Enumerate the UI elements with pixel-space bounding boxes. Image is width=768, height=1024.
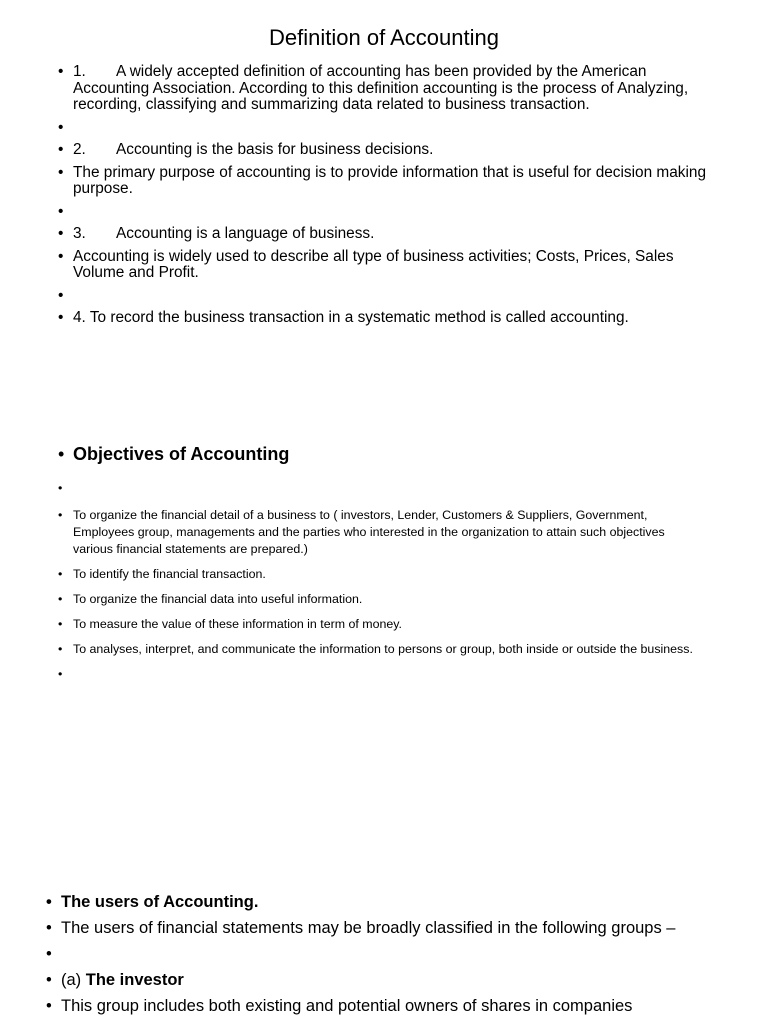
users-heading: • The users of Accounting.	[46, 892, 706, 912]
empty-bullet	[58, 666, 708, 683]
list-item	[58, 64, 718, 114]
users-list	[46, 892, 706, 1022]
item-text: Accounting is widely used to describe all type of business activities; Costs, Prices, Sales Volume and Profit.	[73, 247, 674, 281]
objectives-list	[58, 480, 708, 693]
empty-bullet	[58, 204, 718, 221]
list-item: • This group includes both existing and potential owners of shares in companies	[46, 996, 706, 1016]
list-item	[46, 970, 706, 990]
list-item	[58, 249, 718, 282]
empty-bullet	[58, 120, 718, 137]
item-text: 4. To record the business transaction in a systematic method is called accounting.	[73, 309, 629, 326]
list-item: • To organize the financial data into useful information.	[58, 591, 708, 608]
item-number: 3.	[73, 225, 86, 242]
item-bold: The investor	[85, 971, 184, 989]
list-item	[58, 142, 718, 159]
list-item: • To measure the value of these information in term of money.	[58, 616, 708, 633]
item-number: 1.	[73, 63, 86, 80]
item-text: Accounting is the basis for business decisions.	[116, 141, 434, 158]
list-item: • The users of financial statements may be broadly classified in the following groups –	[46, 918, 706, 938]
definition-list	[58, 64, 718, 333]
list-item: • To identify the financial transaction.	[58, 566, 708, 583]
item-text: A widely accepted definition of accounting has been provided by the American Accounting Association. According to this definition accounting is the process of Analyzing, recording, classifying and summarizing data related to business transaction.	[73, 63, 689, 113]
objectives-heading: • Objectives of Accounting	[58, 444, 289, 465]
list-item: • To analyses, interpret, and communicate the information to persons or group, both inside or outside the business.	[58, 641, 708, 658]
list-item	[58, 310, 718, 327]
list-item	[58, 226, 718, 243]
item-number: 2.	[73, 141, 86, 158]
item-text: The primary purpose of accounting is to provide information that is useful for decision making purpose.	[73, 163, 707, 197]
page-title: Definition of Accounting	[269, 25, 499, 50]
item-text: Accounting is a language of business.	[116, 225, 375, 242]
empty-bullet	[58, 480, 708, 497]
item-prefix: (a)	[61, 971, 86, 989]
list-item	[58, 165, 718, 198]
list-item: • To organize the financial detail of a business to ( investors, Lender, Customers & Suppliers, Government, Employees group, managements and the parties who interested in the organization to attain such objectives various financial statements are prepared.)	[58, 507, 708, 558]
empty-bullet	[58, 288, 718, 305]
empty-bullet	[46, 944, 706, 964]
